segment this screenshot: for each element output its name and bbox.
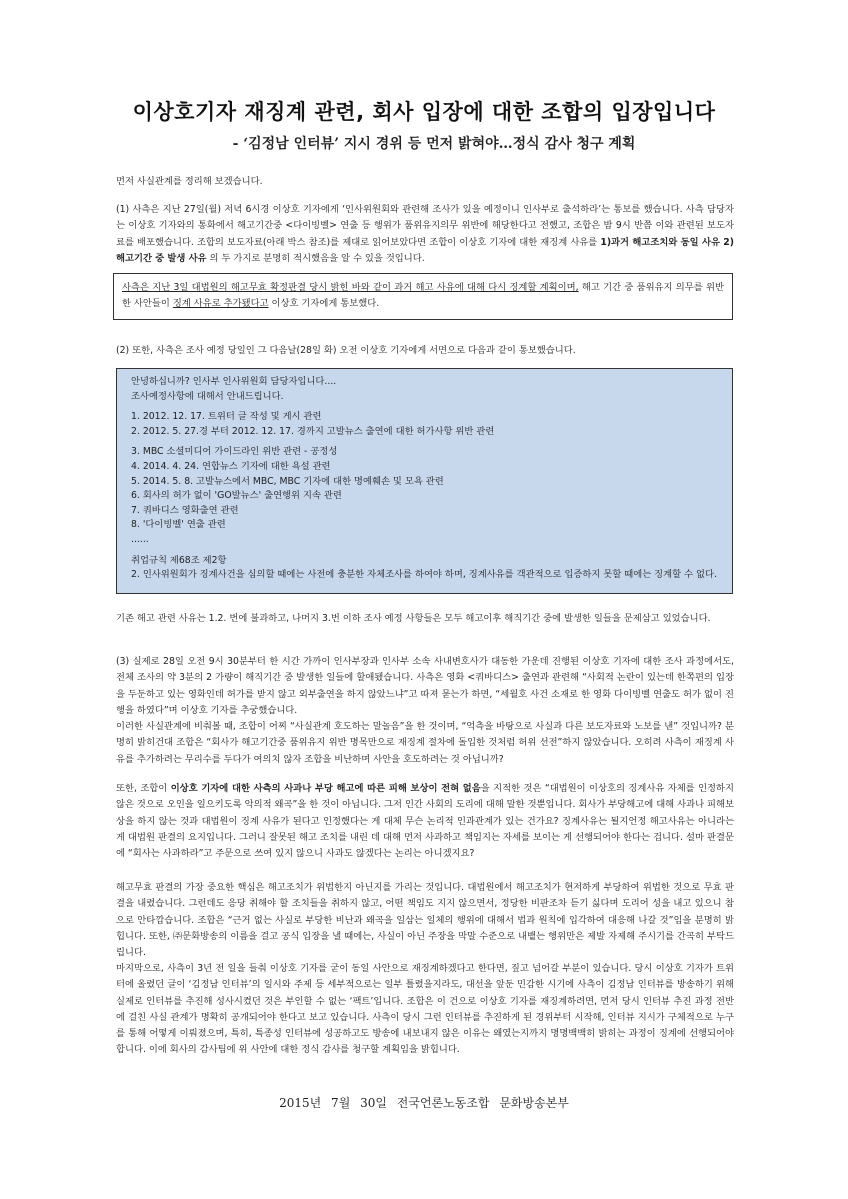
notice-guide: 조사예정사항에 대해서 안내드립니다. [131,390,284,402]
press-release-underline-1: 사측은 지난 3일 대법원의 해고무효 확정판결 당시 밝힌 바와 같이 과거 해고 사유에 대해 다시 징계할 계획이며, [122,282,579,293]
notice-box [116,368,733,594]
paragraph-6-bold: 이상호 기자에 대한 사측의 사과나 부당 해고에 따른 피해 보상이 전혀 없음 [170,783,481,794]
notice-rule-text: 2. 인사위원회가 징계사건을 심의할 때에는 사전에 충분한 자체조사를 하여야 하며, 징계사유를 객관적으로 입증하지 못할 때에는 징계할 수 없다. [131,569,717,581]
document-footer: 2015년 7월 30일 전국언론노동조합 문화방송본부 [279,1096,569,1110]
paragraph-2: (2) 또한, 사측은 조사 예정 당일인 그 다음날(28일 화) 오전 이상호 기자에게 서면으로 다음과 같이 통보했습니다. [116,345,576,356]
paragraph-1-bold: 1)과거 해고조치와 동일 사유 2)해고기간 중 발생 사유 [116,236,734,264]
press-release-box [113,273,733,320]
paragraph-6-text-1: 또한, 조합이 [116,783,171,794]
notice-item: ...... [131,533,149,545]
paragraph-4: (3) 실제로 28일 오전 9시 30분부터 한 시간 가까이 인사부장과 인사부 소속 사내변호사가 대동한 가운데 진행된 이상호 기자에 대한 조사 과정에서도, 전체 조사의 약 3분의 2 가량이 해직기간 중 발생한 일들에 할애됐습니다. 사측은 영화 <쿼바디스> 출연과 관련해 “사회적 논란이 있는데 한쪽편의 입장을 두둔하고 있는 영화인데 허가를 받지 않고 외부출연을 하지 않았느냐”고 따져 묻는가 하면, “세월호 사건 소재로 한 영화 다이빙벨 연출도 허가 없이 진행을 하였다”며 이상호 기자를 추궁했습니다. [116,656,734,716]
notice-rule-title: 취업규칙 제68조 제2항 [131,554,227,566]
paragraph-1 [116,202,734,267]
notice-item: 2. 2012. 5. 27.경 부터 2012. 12. 17. 경까지 고발뉴스 출연에 대한 허가사항 위반 관련 [131,425,495,437]
paragraph-8: 마지막으로, 사측이 3년 전 일을 들춰 이상호 기자를 굳이 동일 사안으로 재징계하겠다고 한다면, 짚고 넘어갈 부분이 있습니다. 당시 이상호 기자가 트위터에 올렸던 글이 ‘김정남 인터뷰’의 일시와 주제 등 세부적으로는 일부 틀렸을지라도, 대선을 앞둔 민감한 시기에 사측이 김정남 인터뷰를 방송하기 위해 실제로 인터뷰를 추진해 성사시켰던 것은 부인할 수 없는 ‘팩트’입니다. 조합은 이 건으로 이상호 기자를 재징계하려면, 먼저 당시 인터뷰 추진 과정 전반에 걸친 사실 관계가 명확히 공개되어야 한다고 보고 있습니다. 사측이 당시 그런 인터뷰를 추진하게 된 경위부터 시작해, 인터뷰 지시가 구체적으로 누구를 통해 어떻게 이뤄졌으며, 특히, 특종성 인터뷰에 성공하고도 방송에 내보내지 않은 이유는 왜였는지까지 명명백백히 밝히는 과정이 징계에 선행되어야 합니다. 이에 회사의 감사팀에 위 사안에 대한 정식 감사를 청구할 계획임을 밝힙니다. [116,963,734,1056]
notice-item: 7. 쿼바디스 영화출연 관련 [131,504,239,516]
paragraph-6 [116,781,734,862]
intro-paragraph: 먼저 사실관계를 정리해 보겠습니다. [116,176,263,187]
paragraph-7: 해고무효 판결의 가장 중요한 핵심은 해고조치가 위법한지 아닌지를 가리는 것입니다. 대법원에서 해고조치가 현저하게 부당하여 위법한 것으로 무효 판결을 내렸습니다. 그런데도 응당 취해야 할 조치들을 취하지 않고, 어떤 책임도 지지 않으면서, 정당한 비판조차 듣기 싫다며 도리어 성을 내고 있으니 참으로 안타깝습니다. 조합은 “근거 없는 사실로 부당한 비난과 왜곡을 일삼는 일체의 행위에 대해서 법과 원칙에 입각하여 대응해 나갈 것”임을 분명히 밝힙니다. 또한, ㈜문화방송의 이름을 걸고 공식 입장을 낼 때에는, 사실이 아닌 주장을 막말 수준으로 내뱉는 행위만은 제발 자제해 주시기를 간곡히 부탁드립니다. [116,882,734,959]
notice-greeting: 안녕하십니까? 인사부 인사위원회 담당자입니다.... [131,376,337,387]
press-release-text-2: 이상호 기자에게 통보했다. [268,298,380,310]
paragraph-6-text-2: 을 지적한 것은 “대법원이 이상호의 징계사유 자체를 인정하지 않은 것으로 오인을 일으키도록 악의적 왜곡”을 한 것이 아닙니다. 그저 인간 사회의 도리에 대해 말한 것뿐입니다. 회사가 부당해고에 대해 사과나 피해보상을 하지 않는 것과 대법원이 징계 사유가 된다고 인정했다는 게 대체 무슨 논리적 인과관계가 있는 건가요? 징계사유는 될지언정 해고사유는 아니라는 게 대법원 판결의 요지입니다. 그러니 잘못된 해고 조치를 내린 데 대해 먼저 사과하고 책임지는 자세를 보이는 게 선행되어야 한다는 겁니다. 설마 판결문에 “회사는 사과하라”고 주문으로 쓰여 있지 않으니 사과도 않겠다는 논리는 아니겠지요? [116,783,734,860]
press-release-underline-2: 징계 사유로 추가됐다고 [172,298,269,310]
paragraph-1-text: (1) 사측은 지난 27일(월) 저녁 6시경 이상호 기자에게 ‘인사위원회와 관련해 조사가 있을 예정이니 인사부로 출석하라’는 통보를 했습니다. 사측 담당자는 이상호 기자와의 통화에서 해고기간중 <다이빙벨> 연출 등 행위가 품위유지의무 위반에 해당한다고 전했고, 조합은 밤 9시 반쯤 이와 관련된 보도자료를 배포했습니다. 조합의 보도자료(아래 박스 참조)를 제대로 읽어보았다면 조합이 이상호 기자에 대한 재징계 사유를 [116,204,734,248]
paragraph-5: 이러한 사실관계에 비춰볼 때, 조합이 어찌 “사실관계 호도하는 말놀음”을 한 것이며, “억측을 바탕으로 사실과 다른 보도자료와 노보를 낸” 것입니까? 분명히 밝히건대 조합은 “회사가 해고기간중 품위유지 위반 명목만으로 재징계 절차에 돌입한 것처럼 허위 선전”하지 않았습니다. 오히려 사측이 재징계 사유를 추가하려는 무리수를 두다가 여의치 않자 조합을 비난하며 사안을 호도하려는 것 아닙니까? [116,721,734,765]
notice-item: 5. 2014. 5. 8. 고발뉴스에서 MBC, MBC 기자에 대한 명예훼손 및 모욕 관련 [131,475,444,487]
notice-item: 4. 2014. 4. 24. 연합뉴스 기자에 대한 욕설 관련 [131,460,331,472]
document-subtitle: - ‘김정남 인터뷰’ 지시 경위 등 먼저 밝혀야…정식 감사 청구 계획 [232,136,636,152]
paragraph-1-text-end: 의 두 가지로 분명히 적시했음을 알 수 있을 것입니다. [206,252,425,264]
document-title: 이상호기자 재징계 관련, 회사 입장에 대한 조합의 입장입니다 [132,100,716,124]
notice-item: 6. 회사의 허가 없이 'GO발뉴스' 출연행위 지속 관련 [131,490,342,502]
press-release-text-1: 해고 기간 중 품위유지 의무를 위반한 사안들이 [122,282,724,310]
notice-item: 1. 2012. 12. 17. 트위터 글 작성 및 게시 관련 [131,411,322,423]
notice-item: 3. MBC 소셜미디어 가이드라인 위반 관련 - 공정성 [131,446,338,458]
notice-item: 8. '다이빙벨' 연출 관련 [131,519,226,531]
paragraph-3: 기존 해고 관련 사유는 1.2. 번에 불과하고, 나머지 3.번 이하 조사 예정 사항들은 모두 해고이후 해직기간 중에 발생한 일들을 문제삼고 있었습니다. [116,613,711,624]
